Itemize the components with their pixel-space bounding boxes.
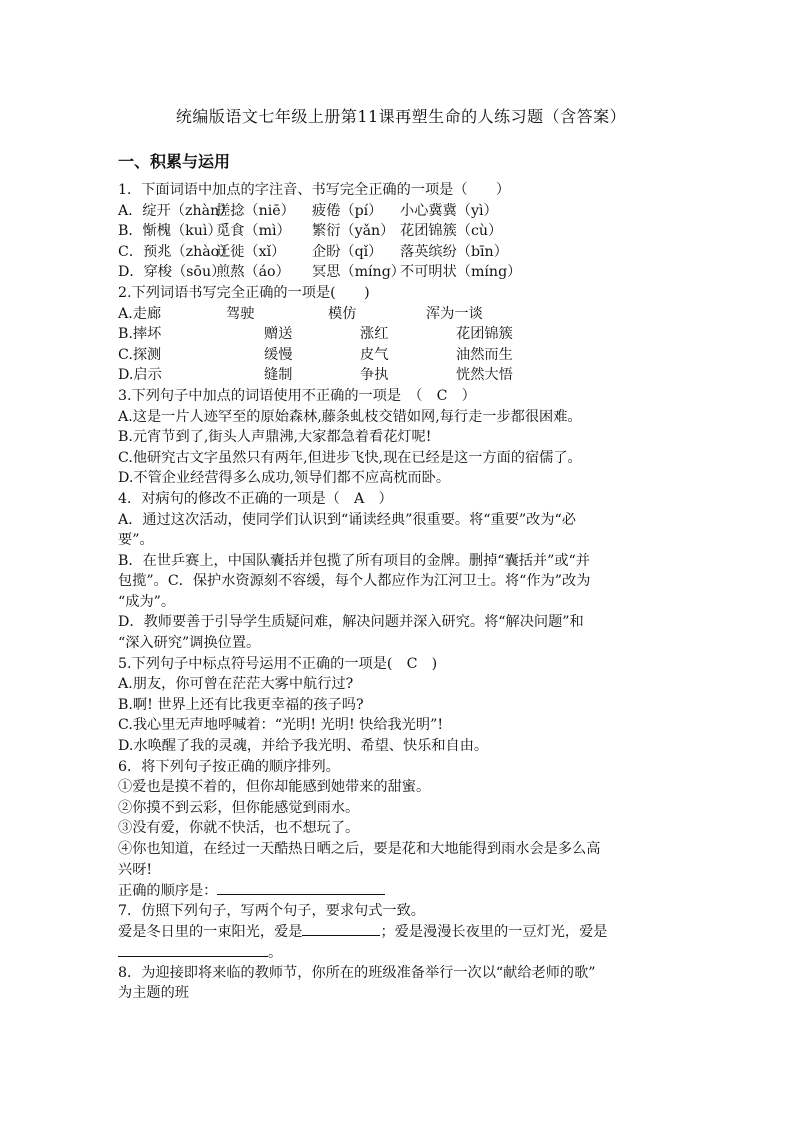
option-word: D．穿梭（sōu） <box>118 264 226 281</box>
prompt-text-b: ；爱是漫漫长夜里的一豆灯光，爱是 <box>380 924 608 941</box>
option-word: 不可明状（míng） <box>400 264 522 281</box>
page-title: 统编版语文七年级上册第11课再塑生命的人练习题（含答案） <box>175 107 627 126</box>
question-6-item-4-line-1: ④你也知道，在经过一天酷热日晒之后，要是花和大地能得到雨水会是多么高 <box>118 841 601 857</box>
question-7-prompt-line-2 <box>118 942 684 963</box>
option-word: C.探测 <box>118 346 162 363</box>
option-word: 模仿 <box>328 305 357 322</box>
option-word: 企盼（qǐ） <box>312 243 383 260</box>
question-4-option-c-line-3: “成为”。 <box>118 593 176 610</box>
option-word: A．绽开（zhàn） <box>118 202 234 219</box>
question-5-option-b: B.啊! 世界上还有比我更幸福的孩子吗? <box>118 696 364 713</box>
section-heading: 一、积累与运用 <box>118 152 231 171</box>
option-word: 花团锦簇 <box>456 326 513 343</box>
question-1-stem: 1．下面词语中加点的字注音、书写完全正确的一项是（ ） <box>118 182 511 198</box>
option-word: 觅食（mì） <box>216 223 291 240</box>
prompt-text-a: 爱是冬日里的一束阳光，爱是 <box>118 924 303 941</box>
question-1-option-b <box>118 221 684 242</box>
question-3-option-b: B.元宵节到了,街头人声鼎沸,大家都急着看花灯呢! <box>118 429 432 446</box>
question-3-option-c: C.他研究古文字虽然只有两年,但进步飞快,现在已经是这一方面的宿儒了。 <box>118 449 582 466</box>
question-4-option-d-line-1: D．教师要善于引导学生质疑问难，解决问题并深入研究。将“解决问题”和 <box>118 614 584 631</box>
option-word: 小心冀冀（yì） <box>400 202 498 219</box>
question-4-option-bc-line-2: 包揽”。C．保护水资源刻不容缓，每个人都应作为江河卫士。将“作为”改为 <box>118 573 591 590</box>
question-4-option-a-line-1: A．通过这次活动，使同学们认识到“诵读经典”很重要。将“重要”改为“必 <box>118 511 576 528</box>
question-3-option-d: D.不管企业经营得多么成功,领导们都不应高枕而卧。 <box>118 470 451 487</box>
option-word: 搓捻（niē） <box>216 202 295 219</box>
option-word: 繁衍（yǎn） <box>312 223 395 240</box>
question-3-stem: 3.下列句子中加点的词语使用不正确的一项是 （ C ） <box>118 387 476 404</box>
question-7-stem: 7．仿照下列句子，写两个句子，要求句式一致。 <box>118 902 425 919</box>
option-word: 缓慢 <box>264 346 293 363</box>
option-word: B．惭槐（kuì） <box>118 223 222 240</box>
question-5-option-a: A.朋友，你可曾在茫茫大雾中航行过? <box>118 676 354 693</box>
answer-blank[interactable] <box>302 921 380 936</box>
document-body <box>118 180 684 1004</box>
option-word: 油然而生 <box>456 346 513 363</box>
question-2-stem: 2.下列词语书写完全正确的一项是( ) <box>118 284 370 301</box>
option-word: 缝制 <box>264 367 293 384</box>
question-8-line-2: 为主题的班 <box>118 985 189 1002</box>
option-word: 落英缤纷（bīn） <box>400 243 508 260</box>
question-5-option-d: D.水唤醒了我的灵魂，并给予我光明、希望、快乐和自由。 <box>118 738 489 755</box>
question-8-line-1: 8．为迎接即将来临的教师节，你所在的班级准备举行一次以“献给老师的歌” <box>118 964 596 981</box>
option-word: D.启示 <box>118 367 162 384</box>
question-1-option-d <box>118 262 684 283</box>
option-word: 涨红 <box>360 326 389 343</box>
question-7-prompt-line <box>118 921 684 942</box>
option-word: 冥思（míng） <box>312 264 405 281</box>
question-1-option-c <box>118 242 684 263</box>
option-word: 赠送 <box>264 326 293 343</box>
question-2-option-d <box>118 365 684 386</box>
question-5-stem: 5.下列句子中标点符号运用不正确的一项是( C ) <box>118 655 438 672</box>
option-word: 疲倦（pí） <box>312 202 383 219</box>
question-4-stem: 4．对病句的修改不正确的一项是（ A ） <box>118 490 393 507</box>
option-word: A.走廊 <box>118 305 162 322</box>
answer-label: 正确的顺序是： <box>118 883 218 900</box>
question-6-item-3: ③没有爱，你就不快活，也不想玩了。 <box>118 820 360 837</box>
question-2-option-b <box>118 324 684 345</box>
option-word: 浑为一谈 <box>426 305 483 322</box>
question-6-item-2: ②你摸不到云彩，但你能感觉到雨水。 <box>118 799 360 816</box>
option-word: 皮气 <box>360 346 389 363</box>
option-word: 花团锦簇（cù） <box>400 223 503 240</box>
option-word: 恍然大悟 <box>456 367 513 384</box>
question-6-item-4-line-2: 兴呀! <box>118 861 153 878</box>
question-6-answer-line <box>118 880 684 901</box>
question-3-option-a: A.这是一片人迹罕至的原始森林,藤条虬枝交错如网,每行走一步都很困难。 <box>118 408 582 425</box>
prompt-text-end: 。 <box>268 944 283 961</box>
option-word: 煎熬（áo） <box>216 264 290 281</box>
question-5-option-c: C.我心里无声地呼喊着：“光明! 光明! 快给我光明”! <box>118 717 444 734</box>
question-4-option-b-line-1: B．在世乒赛上，中国队囊括并包揽了所有项目的金牌。删掉“囊括并”或“并 <box>118 552 590 569</box>
question-6-item-1: ①爱也是摸不着的，但你却能感到她带来的甜蜜。 <box>118 779 431 796</box>
question-4-option-d-line-2: “深入研究”调换位置。 <box>118 635 261 652</box>
option-word: 争执 <box>360 367 389 384</box>
option-word: 迁徙（xǐ） <box>216 243 286 260</box>
question-2-option-c <box>118 345 684 366</box>
question-2-option-a <box>118 304 684 325</box>
option-word: C．预兆（zhào） <box>118 243 234 260</box>
question-1-option-a <box>118 201 684 222</box>
question-4-option-a-line-2: 要”。 <box>118 532 154 549</box>
option-word: 驾驶 <box>226 305 255 322</box>
answer-blank[interactable] <box>217 880 385 895</box>
question-6-stem: 6．将下列句子按正确的顺序排列。 <box>118 758 340 775</box>
option-word: B.摔坏 <box>118 326 162 343</box>
answer-blank[interactable] <box>118 942 268 957</box>
